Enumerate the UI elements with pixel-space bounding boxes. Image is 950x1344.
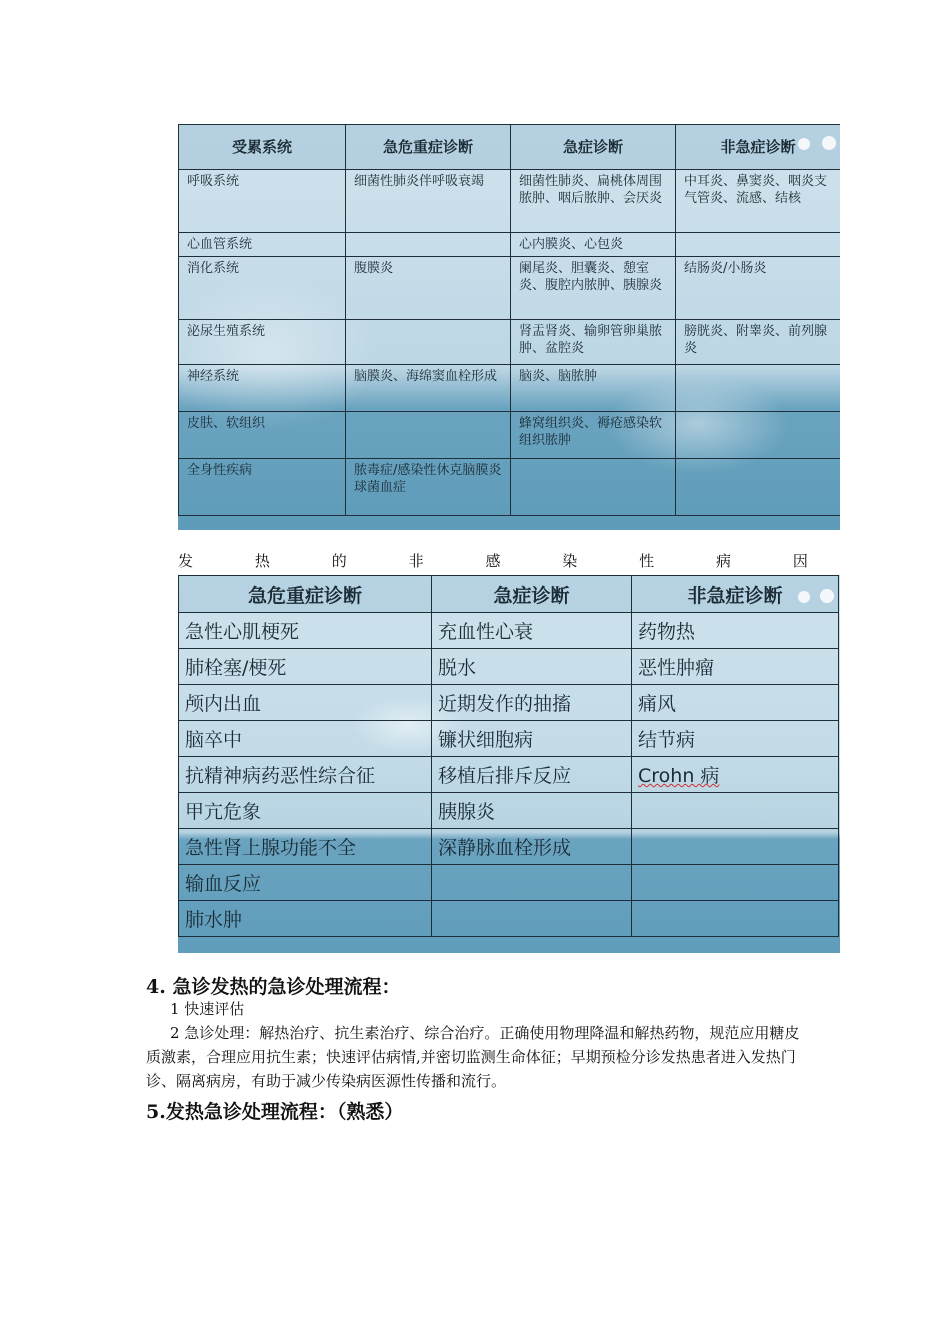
- table-cell: [632, 793, 839, 829]
- table-cell: 心内膜炎、心包炎: [511, 233, 676, 257]
- table-cell: 结节病: [632, 721, 839, 757]
- table-cell: 肺水肿: [179, 901, 432, 937]
- table-header-cell: 受累系统: [179, 125, 346, 170]
- table-row: [179, 365, 841, 412]
- table-cell: [432, 901, 632, 937]
- caption-char: 病: [716, 552, 732, 570]
- table-cell: 急性肾上腺功能不全: [179, 829, 432, 865]
- table-cell: 腹膜炎: [346, 257, 511, 320]
- table-row: [179, 829, 839, 865]
- table-header-cell: 非急症诊断: [676, 125, 841, 170]
- table-cell: [632, 901, 839, 937]
- table-cell: 膀胱炎、附睾炎、前列腺炎: [676, 320, 841, 365]
- table-cell: [676, 233, 841, 257]
- caption-char: 性: [639, 552, 655, 570]
- table-row: [179, 613, 839, 649]
- table-header-cell: 急症诊断: [511, 125, 676, 170]
- table-cell: 肺栓塞/梗死: [179, 649, 432, 685]
- table-row: [179, 412, 841, 459]
- table-row: [179, 865, 839, 901]
- table-cell: 皮肤、软组织: [179, 412, 346, 459]
- table-cell: [676, 459, 841, 516]
- table-row: [179, 685, 839, 721]
- table-cell: [432, 865, 632, 901]
- table-row: [179, 459, 841, 516]
- table-header-row: [179, 125, 841, 170]
- table-cell: 恶性肿瘤: [632, 649, 839, 685]
- table-cell: 近期发作的抽搐: [432, 685, 632, 721]
- table2-caption: [178, 550, 808, 571]
- table-cell: [511, 459, 676, 516]
- noninfection-cause-table: [178, 575, 840, 953]
- section-4-item-1: 1 快速评估: [170, 1000, 245, 1018]
- table-cell: 结肠炎/小肠炎: [676, 257, 841, 320]
- decor-dot: [798, 591, 810, 603]
- table-cell: 肾盂肾炎、输卵管卵巢脓肿、盆腔炎: [511, 320, 676, 365]
- table-cell: 呼吸系统: [179, 170, 346, 233]
- table-cell: 脱水: [432, 649, 632, 685]
- table-cell: 脑炎、脑脓肿: [511, 365, 676, 412]
- caption-char: 感: [485, 552, 501, 570]
- table-cell: 全身性疾病: [179, 459, 346, 516]
- table-cell: 移植后排斥反应: [432, 757, 632, 793]
- table-cell: 甲亢危象: [179, 793, 432, 829]
- table-row: [179, 233, 841, 257]
- table-header-cell: 急危重症诊断: [346, 125, 511, 170]
- table-row: [179, 257, 841, 320]
- table-cell: Crohn 病: [632, 757, 839, 793]
- table-cell: 胰腺炎: [432, 793, 632, 829]
- table-cell: 镰状细胞病: [432, 721, 632, 757]
- table-cell: [346, 320, 511, 365]
- table-cell: 细菌性肺炎、扁桃体周围脓肿、咽后脓肿、会厌炎: [511, 170, 676, 233]
- table-cell: 心血管系统: [179, 233, 346, 257]
- table-cell: [676, 412, 841, 459]
- decor-dot: [820, 589, 834, 603]
- table-row: [179, 793, 839, 829]
- table-cell: 蜂窝组织炎、褥疮感染软组织脓肿: [511, 412, 676, 459]
- table-cell: 急性心肌梗死: [179, 613, 432, 649]
- table-cell: [346, 233, 511, 257]
- decor-dot: [822, 136, 836, 150]
- table-cell: 消化系统: [179, 257, 346, 320]
- table-header-cell: 急危重症诊断: [179, 576, 432, 613]
- caption-char: 染: [562, 552, 578, 570]
- caption-char: 的: [331, 552, 347, 570]
- table-cell: 颅内出血: [179, 685, 432, 721]
- section-5-heading: 5.发热急诊处理流程：（熟悉）: [146, 1101, 404, 1123]
- table-cell: 充血性心衰: [432, 613, 632, 649]
- table-header-cell: 非急症诊断: [632, 576, 839, 613]
- table-cell: [632, 865, 839, 901]
- section-4-item-2: 2 急诊处理：解热治疗、抗生素治疗、综合治疗。正确使用物理降温和解热药物，规范应用糖皮质激素，合理应用抗生素；快速评估病情,并密切监测生命体征；早期预检分诊发热患者进入发热门诊、隔离病房，有助于减少传染病医源性传播和流行。: [146, 1024, 800, 1090]
- table-cell: 泌尿生殖系统: [179, 320, 346, 365]
- table-cell: 抗精神病药恶性综合征: [179, 757, 432, 793]
- caption-char: 因: [792, 552, 808, 570]
- caption-char: 热: [254, 552, 270, 570]
- caption-char: 发: [178, 552, 194, 570]
- table-cell: 脑膜炎、海绵窦血栓形成: [346, 365, 511, 412]
- table-cell: 阑尾炎、胆囊炎、憩室炎、腹腔内脓肿、胰腺炎: [511, 257, 676, 320]
- table-cell: [346, 412, 511, 459]
- caption-char: 非: [408, 552, 424, 570]
- table-cell: [632, 829, 839, 865]
- table-row: [179, 757, 839, 793]
- table-row: [179, 901, 839, 937]
- section-4-heading: 4. 急诊发热的急诊处理流程：: [146, 976, 401, 998]
- table-cell: 脑卒中: [179, 721, 432, 757]
- table-cell: 药物热: [632, 613, 839, 649]
- table-cell: 输血反应: [179, 865, 432, 901]
- table-cell: 细菌性肺炎伴呼吸衰竭: [346, 170, 511, 233]
- decor-dot: [798, 138, 810, 150]
- table-row: [179, 170, 841, 233]
- table-row: [179, 649, 839, 685]
- table-cell: 深静脉血栓形成: [432, 829, 632, 865]
- infection-cause-table: [178, 124, 840, 530]
- table-cell: 痛风: [632, 685, 839, 721]
- table-row: [179, 721, 839, 757]
- table-cell: 神经系统: [179, 365, 346, 412]
- table-header-cell: 急症诊断: [432, 576, 632, 613]
- table-cell: 脓毒症/感染性休克脑膜炎球菌血症: [346, 459, 511, 516]
- table-cell: [676, 365, 841, 412]
- table-cell: 中耳炎、鼻窦炎、咽炎支气管炎、流感、结核: [676, 170, 841, 233]
- table-header-row: [179, 576, 839, 613]
- table-row: [179, 320, 841, 365]
